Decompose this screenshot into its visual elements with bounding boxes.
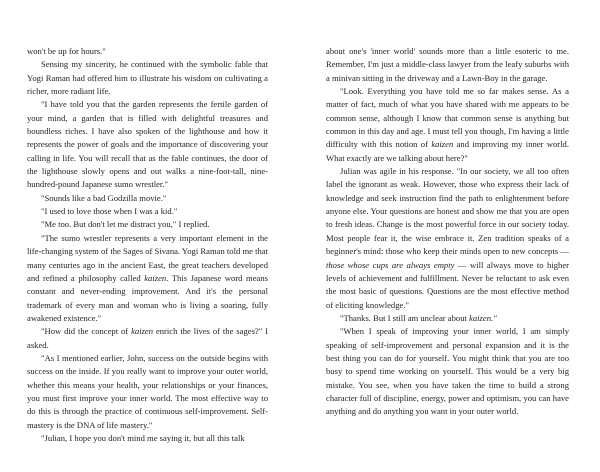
text-run: "I have told you that the garden represents the fertile garden of your mind, a garden that is filled with delightful treasures and boundless riches. I have also spoken of the lighthouse and how it represents the power of goals and the importance of discovering your calling in life. You will recall that as the fable continues, the door of the lighthouse slowly opens and out walks a nine-foot-tall, nine-hundred-pound Japanese sumo wrestler.": [27, 99, 268, 190]
text-run: about one's 'inner world' sounds more than a little esoteric to me. Remember, I'm just a middle-class lawyer from the leafy suburbs with a minivan sitting in the driveway and a Lawn-Boy in the garage.: [326, 46, 569, 83]
text-run: "How did the concept of: [41, 326, 132, 337]
text-run: Sensing my sincerity, he continued with the symbolic fable that Yogi Raman had offered him to illustrate his wisdom on cultivating a richer, more radiant life.: [27, 59, 268, 97]
paragraph: [27, 192, 268, 205]
paragraph: [27, 45, 268, 58]
italic-text: kaizen.": [469, 312, 497, 323]
text-run: enrich the lives of the sages?" I asked.: [27, 326, 268, 350]
paragraph: [27, 232, 268, 325]
text-run: "Me too. But don't let me distract you," I replied.: [41, 219, 210, 230]
text-run: . This Japanese word means constant and never-ending improvement. And it's the personal trademark of every man and woman who is living a soaring, fully awakened existence.": [27, 272, 268, 323]
italic-text: kaizen: [131, 326, 154, 337]
text-run: "When I speak of improving your inner world, I am simply speaking of self-improvement and personal expansion and it is the best thing you can do for yourself. You might think that you are too busy to spend time working on yourself. This would be a very big mistake. You see, when you have taken the time to build a strong character full of discipline, energy, power and optimism, you can have anything and do anything you want in your outer world.: [326, 326, 569, 417]
text-run: "Julian, I hope you don't mind me saying it, but all this talk: [41, 432, 245, 443]
paragraph: [326, 85, 569, 165]
text-run: "Thanks. But I still am unclear about: [340, 312, 470, 323]
italic-text: kaizen: [144, 272, 167, 283]
right-page: [326, 45, 569, 419]
text-run: "The sumo wrestler represents a very important element in the life-changing system of the Sages of Sivana. Yogi Raman told me that many centuries ago in the ancient East, the great teachers developed and refined a philosophy called: [27, 232, 268, 283]
paragraph: [27, 325, 268, 352]
text-run: "As I mentioned earlier, John, success on the outside begins with success on the inside. If you really want to improve your outer world, whether this means your health, your relationships or your finances, you must first improve your inner world. The most effective way to do this is through the practice of continuous self-improvement. Self-mastery is the DNA of life mastery.": [27, 352, 268, 430]
italic-text: those whose cups are always empty: [326, 259, 455, 270]
paragraph: [326, 325, 569, 418]
paragraph: [326, 165, 569, 312]
paragraph: [326, 312, 569, 325]
left-page: [27, 45, 268, 445]
text-run: "I used to love those when I was a kid.": [41, 206, 178, 217]
paragraph: [326, 45, 569, 85]
text-run: "Look. Everything you have told me so far makes sense. As a matter of fact, much of what you have shared with me appears to be common sense, although I know that common sense is anything but common in this day and age. I must tell you though, I'm having a little difficulty with this notion of: [326, 86, 569, 150]
text-run: — will always move to higher levels of achievement and fulfillment. Never be reluctant to ask even the most basic of questions. Questions are the most effective method of eliciting knowledge.": [326, 259, 569, 310]
paragraph: [27, 352, 268, 432]
paragraph: [27, 218, 268, 231]
text-run: and improving my inner world. What exactly are we talking about here?": [326, 139, 569, 163]
text-run: won't be up for hours.": [27, 46, 106, 56]
italic-text: kaizen: [431, 139, 454, 150]
text-run: "Sounds like a bad Godzilla movie.": [41, 192, 167, 203]
paragraph: [27, 205, 268, 218]
paragraph: [27, 58, 268, 98]
paragraph: [27, 98, 268, 191]
paragraph: [27, 432, 268, 445]
text-run: Julian was agile in his response. "In our society, we all too often label the ignorant as weak. However, those who express their lack of knowledge and seek instruction find the path to enlightenment before anyone else. Your questions are honest and show me that you are open to fresh ideas. Change is the most powerful force in our society today. Most people fear it, the wise embrace it. Zen tradition speaks of a beginner's mind: those who keep their minds open to new concepts —: [326, 166, 569, 257]
